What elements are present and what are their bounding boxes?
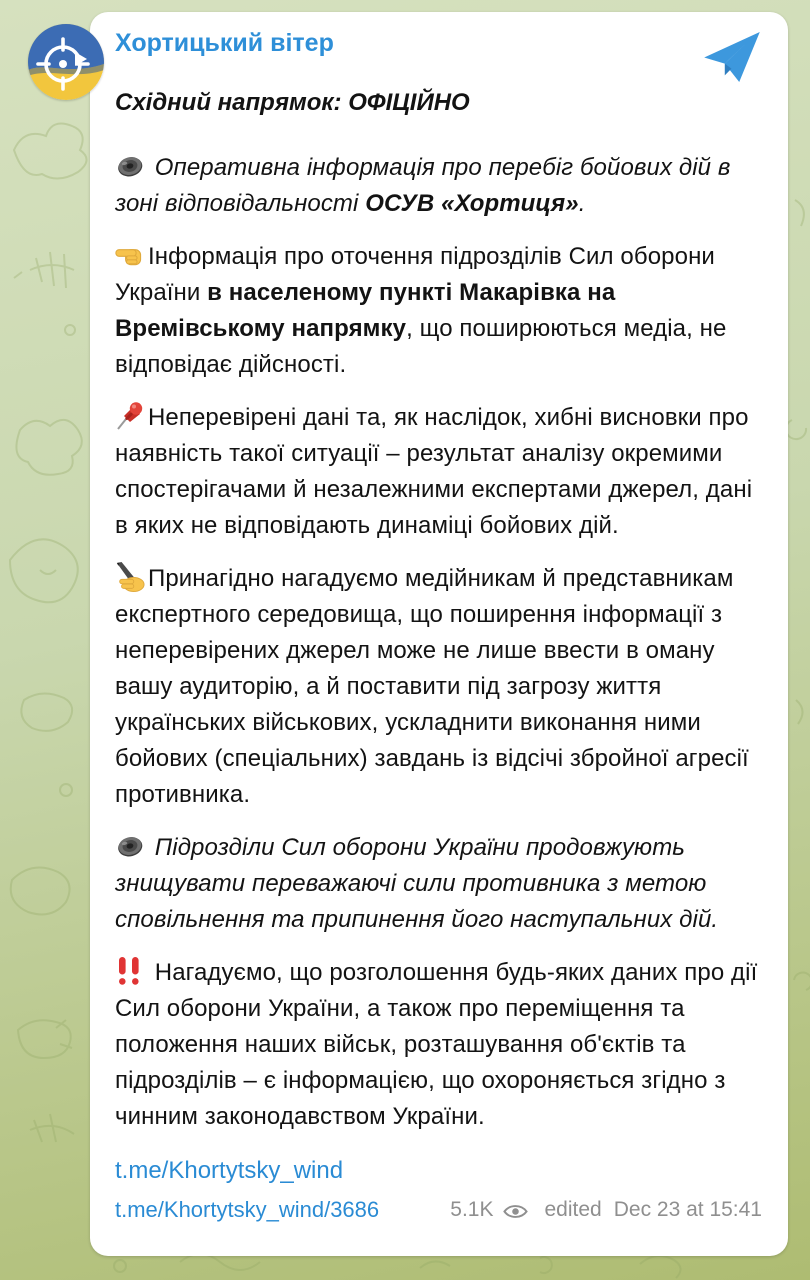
message-paragraph [115,400,762,544]
message-paragraph [115,150,762,222]
message-footer [115,1197,762,1223]
text-segment: Підрозділи Сил оборони України продовжують знищувати переважаючі сили противника з метою сповільнення та припинення його наступальних дій. [115,834,719,933]
edited-label: edited [544,1198,602,1221]
timestamp: Dec 23 at 15:41 [613,1198,762,1221]
channel-name-link[interactable]: Хортицький вітер [115,29,334,57]
channel-avatar-icon [28,24,104,100]
writing-hand-icon [115,562,145,592]
text-segment: , що поширюються медіа, не відповідає дійсності. [115,315,727,378]
message-title: Східний напрямок: ОФІЦІЙНО [115,89,470,116]
eye-icon [503,1203,528,1220]
message-header [115,28,762,82]
views-count: 5.1K [450,1198,494,1221]
pushpin-icon [115,401,145,431]
loudspeaker-icon [115,151,145,181]
message-meta [450,1198,762,1222]
message-paragraph [115,955,762,1135]
message-paragraph [115,239,762,383]
text-segment: Нагадуємо, що розголошення будь-яких даних про дії Сил оборони України, а також про переміщення та положення наших військ, розташування об'єктів та підрозділів – є інформацією, що охороняється згідно з чинним законодавством України. [115,959,758,1130]
double-exclamation-icon [115,956,145,986]
text-segment: Інформація про оточення підрозділів Сил оборони України [115,243,715,306]
message-paragraphs [115,150,762,1135]
text-segment: Оперативна інформація про перебіг бойових дій в зоні відповідальності [115,154,731,217]
channel-link[interactable]: t.me/Khortytsky_wind [115,1157,344,1184]
text-segment: Принагідно нагадуємо медійникам й представникам експертного середовища, що поширення інформації з неперевірених джерел може не лише ввести в оману вашу аудиторію, а й поставити під загрозу життя українських військових, ускладнити виконання ними бойових (спеціальних) завдань із відсічі збройної агресії противника. [115,565,749,808]
source-post-link[interactable]: t.me/Khortytsky_wind/3686 [115,1197,380,1222]
loudspeaker-icon [115,831,145,861]
channel-avatar[interactable] [28,24,104,100]
text-segment: Неперевірені дані та, як наслідок, хибні висновки про наявність такої ситуації – результат аналізу окремими спостерігачами й незалежними експертами джерел, дані в яких не відповідають динаміці бойових дій. [115,404,753,539]
message-paragraph [115,561,762,813]
text-segment: . [578,190,586,217]
message-paragraph [115,830,762,938]
pointing-finger-icon [115,240,145,270]
telegram-plane-icon[interactable] [704,32,760,82]
text-segment: ОСУВ «Хортиця» [365,190,579,217]
message-bubble [90,12,788,1256]
text-segment: в населеному пункті Макарівка на Времівському напрямку [115,279,616,342]
